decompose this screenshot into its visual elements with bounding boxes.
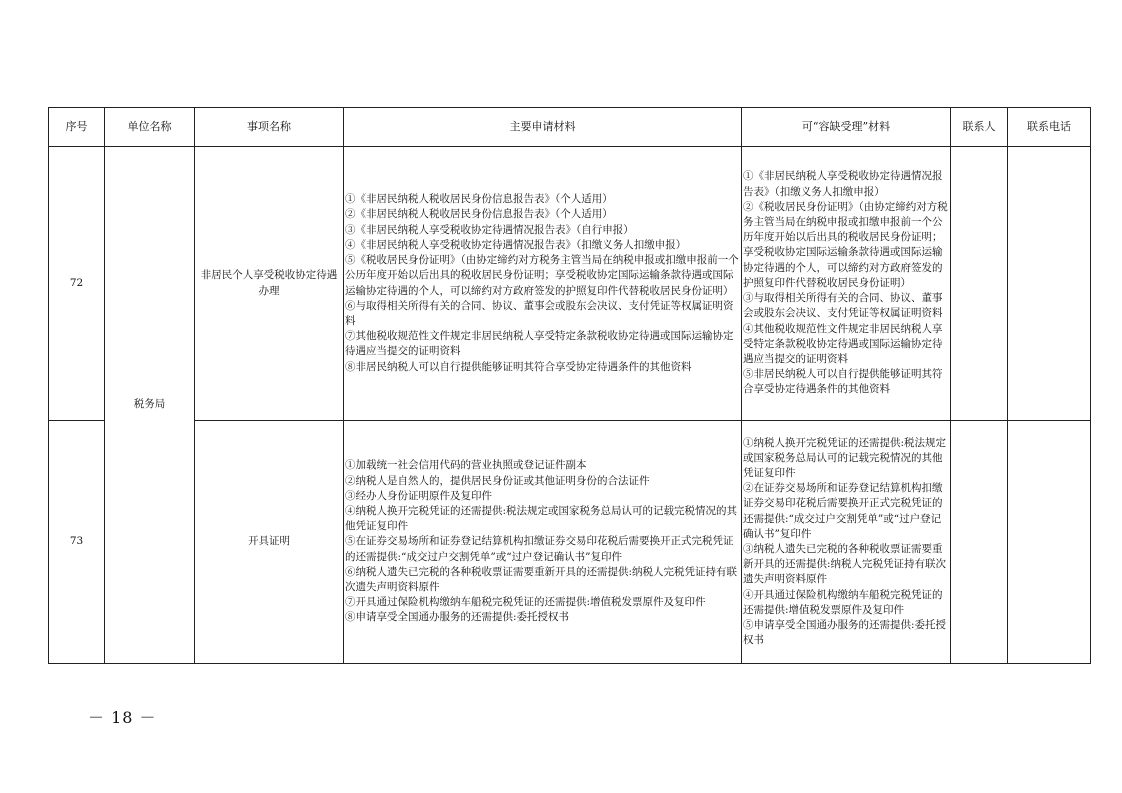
material-line: ④《非居民纳税人享受税收协定待遇情况报告表》（扣缴义务人扣缴申报）: [345, 238, 687, 251]
contact-cell: [951, 421, 1008, 664]
header-main-materials: 主要申请材料: [344, 108, 742, 147]
material-line: ⑥纳税人遗失已完税的各种税收票证需要重新开具的还需提供:纳税人完税凭证持有联次遗失声明资料原件: [345, 565, 738, 593]
material-line: ③经办人身份证明原件及复印件: [345, 489, 492, 502]
row-serial: 73: [49, 421, 105, 664]
table-header-row: [49, 108, 1091, 147]
unit-name: 税务局: [105, 147, 195, 664]
row-serial: 72: [49, 147, 105, 421]
table-row: [49, 421, 1091, 664]
tolerant-line: ②在证券交易场所和证券登记结算机构扣缴证券交易印花税后需要换开正式完税凭证的还需提供:“成交过户交割凭单”或“过户登记确认书”复印件: [743, 482, 943, 540]
tolerant-line: ④其他税收规范性文件规定非居民纳税人享受特定条款税收协定待遇或国际运输协定待遇应当提交的证明资料: [743, 322, 943, 365]
phone-cell: [1008, 421, 1091, 664]
tolerant-materials-cell: [742, 147, 951, 421]
material-line: ①《非居民纳税人税收居民身份信息报告表》（个人适用）: [345, 193, 613, 206]
tolerant-line: ②《税收居民身份证明》（由协定缔约对方税务主管当局在纳税申报或扣缴申报前一个公历年度开始以后出具的税收居民身份证明；享受税收协定国际运输条款待遇或国际运输协定待遇的个人，可以缔约对方政府签发的护照复印件代替税收居民身份证明）: [743, 200, 948, 289]
header-serial: 序号: [49, 108, 105, 147]
tolerant-line: ④开具通过保险机构缴纳车船税完税凭证的还需提供:增值税发票原件及复印件: [743, 588, 943, 616]
tolerant-line: ③与取得相关所得有关的合同、协议、董事会或股东会决议、支付凭证等权属证明资料: [743, 292, 943, 320]
header-unit: 单位名称: [105, 108, 195, 147]
tolerant-line: ③纳税人遗失已完税的各种税收票证需要重新开具的还需提供:纳税人完税凭证持有联次遗失声明资料原件: [743, 543, 947, 586]
header-tolerant-materials: 可“容缺受理”材料: [742, 108, 951, 147]
tolerant-line: ⑤非居民纳税人可以自行提供能够证明其符合享受协定待遇条件的其他资料: [743, 368, 943, 396]
material-line: ①加载统一社会信用代码的营业执照或登记证件副本: [345, 459, 587, 472]
page-number: － 18 －: [88, 708, 157, 727]
table-row: [49, 147, 1091, 421]
materials-table: [48, 107, 1091, 664]
header-phone: 联系电话: [1008, 108, 1091, 147]
tolerant-line: ①纳税人换开完税凭证的还需提供:税法规定或国家税务总局认可的记载完税情况的其他凭证复印件: [743, 436, 947, 479]
item-name: 非居民个人享受税收协定待遇办理: [195, 147, 344, 421]
material-line: ⑥与取得相关所得有关的合同、协议、董事会或股东会决议、支付凭证等权属证明资料: [345, 299, 734, 327]
phone-cell: [1008, 147, 1091, 421]
material-line: ⑧申请享受全国通办服务的还需提供:委托授权书: [345, 611, 570, 624]
main-materials-cell: [344, 147, 742, 421]
item-name: 开具证明: [195, 421, 344, 664]
header-item: 事项名称: [195, 108, 344, 147]
material-line: ⑦开具通过保险机构缴纳车船税完税凭证的还需提供:增值税发票原件及复印件: [345, 596, 706, 609]
tolerant-materials-cell: [742, 421, 951, 664]
material-line: ⑧非居民纳税人可以自行提供能够证明其符合享受协定待遇条件的其他资料: [345, 360, 692, 373]
material-line: ②《非居民纳税人税收居民身份信息报告表》（个人适用）: [345, 208, 613, 221]
main-materials-cell: [344, 421, 742, 664]
material-line: ⑤《税收居民身份证明》（由协定缔约对方税务主管当局在纳税申报或扣缴申报前一个公历年度开始以后出具的税收居民身份证明；享受税收协定国际运输条款待遇或国际运输协定待遇的个人，可以缔约对方政府签发的护照复印件代替税收居民身份证明）: [345, 254, 739, 297]
material-line: ⑦其他税收规范性文件规定非居民纳税人享受特定条款税收协定待遇或国际运输协定待遇应当提交的证明资料: [345, 330, 734, 358]
material-line: ③《非居民纳税人享受税收协定待遇情况报告表》（自行申报）: [345, 223, 634, 236]
header-contact: 联系人: [951, 108, 1008, 147]
material-line: ④纳税人换开完税凭证的还需提供:税法规定或国家税务总局认可的记载完税情况的其他凭证复印件: [345, 504, 738, 533]
contact-cell: [951, 147, 1008, 421]
material-line: ⑤在证券交易场所和证券登记结算机构扣缴证券交易印花税后需要换开正式完税凭证的还需提供:“成交过户交割凭单”或“过户登记确认书”复印件: [345, 535, 734, 563]
tolerant-line: ①《非居民纳税人享受税收协定待遇情况报告表》（扣缴义务人扣缴申报）: [743, 170, 943, 198]
material-line: ②纳税人是自然人的，提供居民身份证或其他证明身份的合法证件: [345, 474, 650, 487]
tolerant-line: ⑤申请享受全国通办服务的还需提供:委托授权书: [743, 619, 947, 647]
